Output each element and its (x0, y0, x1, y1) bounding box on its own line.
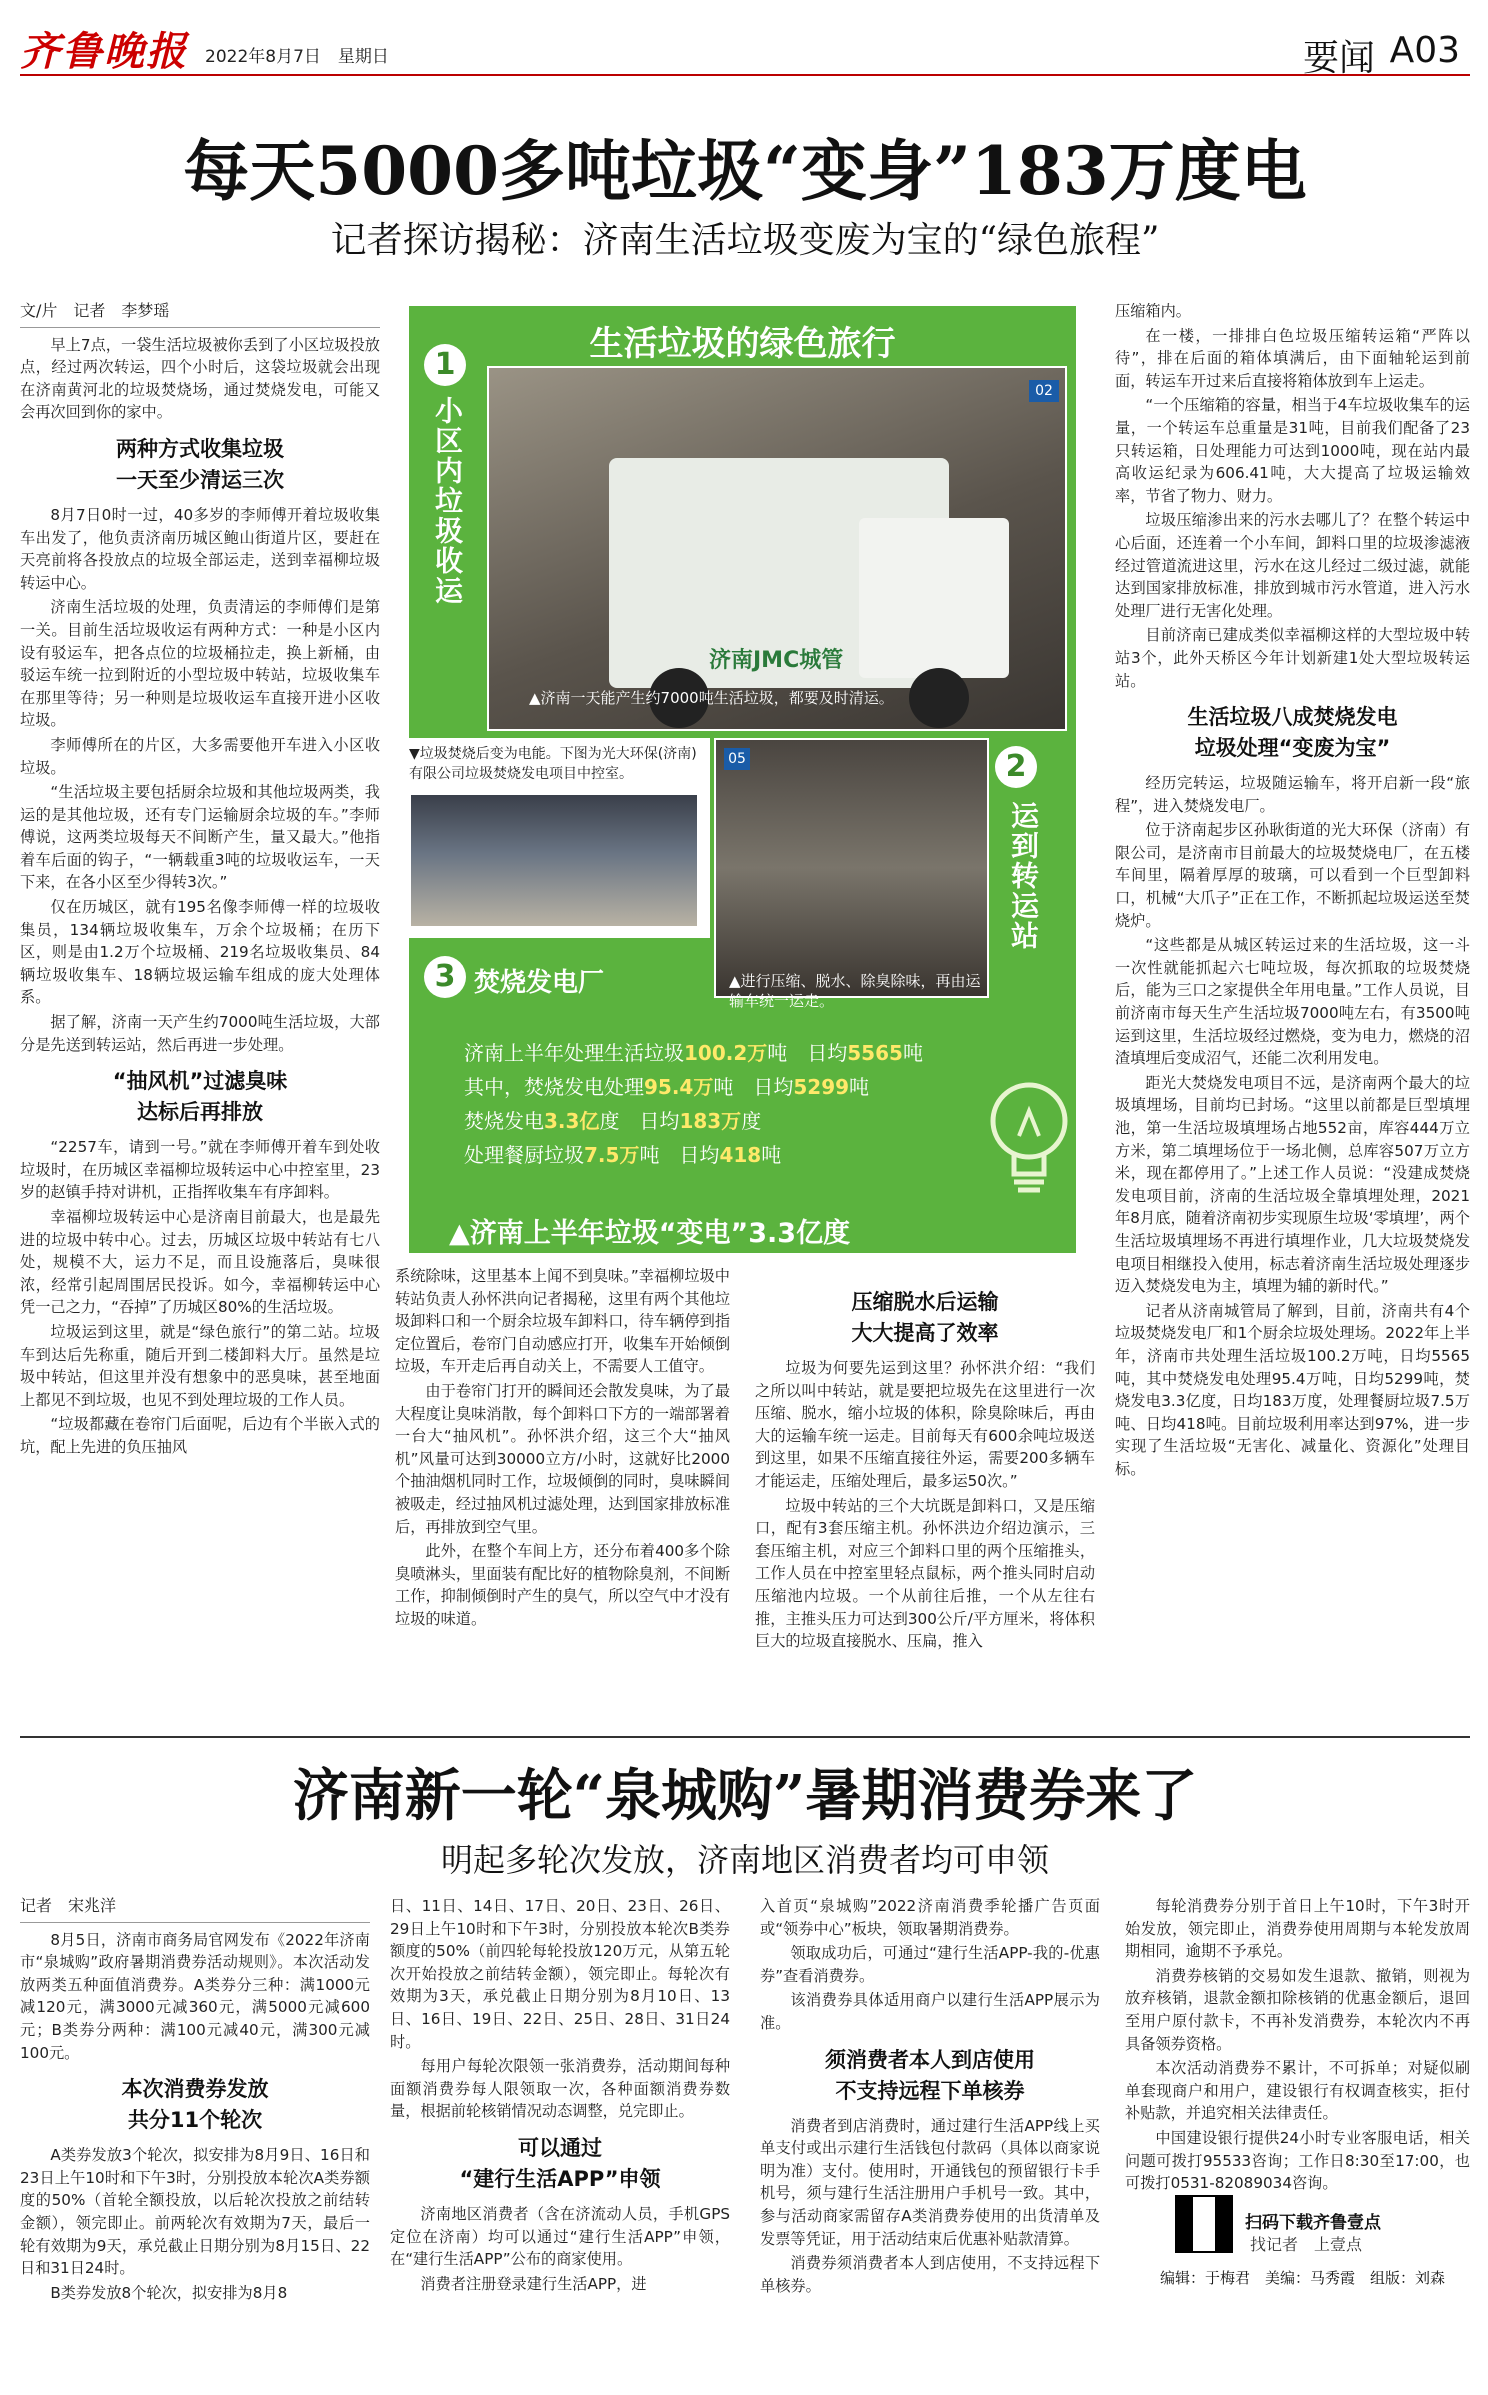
control-room-photo (409, 793, 699, 928)
paragraph: 幸福柳垃圾转运中心是济南目前最大，也是最先进的垃圾中转中心。过去，历城区垃圾中转站有七八处，规模不大，运力不足，而且设施落后，臭味很浓，经常引起周围居民投诉。如今，幸福柳转运中心凭一己之力，“吞掉”了历城区80%的生活垃圾。 (20, 1208, 380, 1317)
paragraph: 消费者到店消费时，通过建行生活APP线上买单支付或出示建行生活钱包付款码（具体以商家说明为准）支付。使用时，开通钱包的预留银行卡手机号，须与建行生活注册用户手机号一致。其中，参与活动商家需留存A类消费券使用的出货清单及发票等凭证，用于活动结束后优惠补贴款清算。 (760, 2116, 1100, 2248)
stat-row: 济南上半年处理生活垃圾100.2万吨 日均5565吨 (464, 1041, 923, 1065)
step2-caption: ▲进行压缩、脱水、除臭除味，再由运输车统一运走。 (729, 972, 981, 1010)
article1-subhead: 记者探访揭秘：济南生活垃圾变废为宝的“绿色旅程” (330, 220, 1160, 261)
article1-byline: 文/片 记者 李梦瑶 (20, 300, 380, 328)
garbage-truck-photo (487, 366, 1067, 731)
paragraph: 在一楼，一排排白色垃圾压缩转运箱“严阵以待”，排在后面的箱体填满后，由下面轴轮运到前面，转运车开过来后直接将箱体放到车上运走。 (1115, 326, 1470, 390)
page-number: A03 (1389, 30, 1460, 71)
stat-row: 其中，焚烧发电处理95.4万吨 日均5299吨 (464, 1075, 870, 1099)
subheading: 须消费者本人到店使用 不支持远程下单核券 (825, 2047, 1035, 2103)
subheading: “抽风机”过滤臭味 达标后再排放 (112, 1069, 288, 1125)
bin-number: 02 (1029, 380, 1059, 402)
article2-column-2 (390, 1895, 730, 2297)
truck-cab (859, 518, 1009, 678)
article1-column-4 (1115, 300, 1470, 1483)
paragraph: “生活垃圾主要包括厨余垃圾和其他垃圾两类，我运的是其他垃圾，还有专门运输厨余垃圾的车。”李师傅说，这两类垃圾每天不间断产生，量又最大。”他指着车后面的钩子，“一辆载重3吨的垃圾收运车，一天下来，在各小区至少得转3次。” (20, 783, 380, 892)
paragraph: 中国建设银行提供24小时专业客服电话，相关问题可拨打95533咨询；工作日8:30至17:00，也可拨打0531-82089034咨询。 (1125, 2128, 1470, 2193)
paragraph: 垃圾压缩渗出来的污水去哪儿了？在整个转运中心后面，还连着一个小车间，卸料口里的垃圾渗滤液经过管道流进这里，污水在这儿经过二级过滤，就能达到国家排放标准，排放到城市污水管道，进入污水处理厂进行无害化处理。 (1115, 511, 1470, 620)
issue-date: 2022年8月7日 星期日 (205, 47, 389, 67)
paragraph: 早上7点，一袋生活垃圾被你丢到了小区垃圾投放点，经过两次转运，四个小时后，这袋垃圾就会出现在济南黄河北的垃圾焚烧场，通过焚烧发电，可能又会再次回到你的家中。 (20, 335, 380, 422)
article2-column-3 (760, 1895, 1100, 2299)
article2-column-4 (1125, 1895, 1470, 2197)
paragraph: A类券发放3个轮次，拟安排为8月9日、16日和23日上午10时和下午3时，分别投放本轮次A类券额度的50%（首轮全额投放，以后轮次投放之前结转金额），领完即止。前两轮次有效期为7天，最后一轮有效期为9天，承兑截止日期分别为8月15日、22日和31日24时。 (20, 2146, 370, 2278)
infographic-footer: ▲济南上半年垃圾“变电”3.3亿度 (449, 1218, 851, 1249)
subheading: 可以通过 “建行生活APP”申领 (459, 2135, 661, 2191)
door-number: 05 (724, 748, 750, 770)
paragraph: 消费者注册登录建行生活APP，进 (420, 2274, 647, 2293)
paragraph: 位于济南起步区孙耿街道的光大环保（济南）有限公司，是济南市目前最大的垃圾焚烧电厂，在五楼车间里，隔着厚厚的玻璃，可以看到一个巨型卸料口，机械“大爪子”正在工作，不断抓起垃圾运送至焚烧炉。 (1115, 821, 1470, 930)
step1-number: 1 (424, 344, 466, 386)
masthead (20, 12, 1470, 79)
paragraph: 记者从济南城管局了解到，目前，济南共有4个垃圾焚烧发电厂和1个厨余垃圾处理场。2022年上半年，济南市共处理生活垃圾100.2万吨，日均5565吨，其中焚烧发电处理95.4万吨，日均5299吨，焚烧发电3.3亿度，日均183万度，处理餐厨垃圾7.5万吨、日均418吨。目前垃圾利用率达到97%，进一步实现了生活垃圾“无害化、减量化、资源化”处理目标。 (1115, 1301, 1470, 1478)
mid-caption: ▼垃圾焚烧后变为电能。下图为光大环保(济南)有限公司垃圾焚烧发电项目中控室。 (409, 746, 697, 782)
paragraph: 该消费券具体适用商户以建行生活APP展示为准。 (760, 1991, 1100, 2032)
infographic (405, 302, 1080, 1257)
lightbulb-icon (984, 1076, 1074, 1206)
paragraph: 此外，在整个车间上方，还分布着400多个除臭喷淋头，里面装有配比好的植物除臭剂，不间断工作，抑制倾倒时产生的臭气，所以空气中才没有垃圾的味道。 (395, 1542, 730, 1628)
paragraph: 济南生活垃圾的处理，负责清运的李师傅们是第一关。目前生活垃圾收运有两种方式：一种是小区内设有驳运车，把各点位的垃圾桶拉走，换上新桶，由驳运车统一拉到附近的小型垃圾中转站，垃圾收集车在那里等待；另一种则是垃圾收运车直接开进小区收垃圾。 (20, 598, 380, 730)
step2-number: 2 (995, 746, 1037, 788)
newspaper-logo: 齐鲁晚报 (20, 28, 188, 75)
subheading: 生活垃圾八成焚烧发电 垃圾处理“变废为宝” (1187, 705, 1398, 761)
paragraph: 距光大焚烧发电项目不远，是济南两个最大的垃圾填埋场，目前均已封场。“这里以前都是巨型填埋池，第一生活垃圾填埋场占地552亩，库容444万立方米，第二填埋场位于一场北侧，总库容507万立方米，现在都停用了。”上述工作人员说：“没建成焚烧发电项目前，济南的生活垃圾全靠填埋处理，2021年8月底，随着济南初步实现原生垃圾‘零填埋’，两个生活垃圾填埋场不再进行填埋作业，几大垃圾焚烧发电项目相继投入使用，标志着济南生活垃圾处理逐步迈入焚烧发电为主，填埋为辅的新时代。” (1115, 1073, 1470, 1296)
article1-column-2 (395, 1265, 730, 1633)
article2-headline: 济南新一轮“泉城购”暑期消费券来了 (292, 1763, 1198, 1829)
paragraph: “2257车，请到一号。”就在李师傅开着车到处收垃圾时，在历城区幸福柳垃圾转运中心中控室里，23岁的赵镇手持对讲机，正指挥收集车有序卸料。 (20, 1138, 380, 1202)
step3-number: 3 (424, 956, 466, 998)
step3-label: 焚烧发电厂 (474, 968, 605, 998)
article1-headline: 每天5000多吨垃圾“变身”183万度电 (183, 132, 1307, 210)
article2-subhead: 明起多轮次发放，济南地区消费者均可申领 (440, 1841, 1049, 1879)
article1-column-1 (20, 300, 380, 1461)
paragraph: 领取成功后，可通过“建行生活APP-我的-优惠券”查看消费券。 (760, 1944, 1100, 1985)
truck-wheel (909, 668, 969, 728)
article2-column-1 (20, 1895, 370, 2306)
section-name: 要闻 (1302, 38, 1375, 79)
paragraph: 系统除味，这里基本上闻不到臭味。”幸福柳垃圾中转站负责人孙怀洪向记者揭秘，这里有两个其他垃圾卸料口和一个厨余垃圾车卸料口，待车辆停到指定位置后，卷帘门自动感应打开，收集车开始倾倒垃圾，车开走后再自动关上，不需要人工值守。 (395, 1267, 730, 1376)
mid-caption-panel (405, 738, 710, 938)
paragraph: 李师傅所在的片区，大多需要他开车进入小区收垃圾。 (20, 735, 380, 777)
subheading: 本次消费券发放 共分11个轮次 (121, 2077, 269, 2133)
stat-row: 焚烧发电3.3亿度 日均183万度 (464, 1109, 762, 1133)
paragraph: 日、11日、14日、17日、20日、23日、26日、29日上午10时和下午3时，分别投放本轮次B类券额度的50%（前四轮每轮投放120万元，从第五轮次开始投放之前结转金额），领完即止。每轮次有效期为3天，承兑截止日期分别为8月10日、13日、16日、19日、22日、25日、28日、31日24时。 (390, 1897, 730, 2051)
credits-line: 编辑：于梅君 美编：马秀霞 组版：刘森 (1160, 2269, 1446, 2287)
article1-column-3 (755, 1265, 1095, 1655)
paragraph: 垃圾运到这里，就是“绿色旅行”的第二站。垃圾车到达后先称重，随后开到二楼卸料大厅。虽然是垃圾中转站，但这里并没有想象中的恶臭味，甚至地面上都见不到垃圾，也见不到处理垃圾的工作人员。 (20, 1322, 380, 1409)
paragraph: 8月7日0时一过，40多岁的李师傅开着垃圾收集车出发了，他负责济南历城区鲍山街道片区，要赶在天亮前将各投放点的垃圾全部运走，送到幸福柳垃圾转运中心。 (20, 505, 380, 592)
qr-caption: 扫码下载齐鲁壹点 (1245, 2213, 1381, 2233)
paragraph: 由于卷帘门打开的瞬间还会散发臭味，为了最大程度让臭味消散，每个卸料口下方的一端部署着一台大“抽风机”。孙怀洪介绍，这三个大“抽风机”风量可达到30000立方/小时，这就好比2000个抽油烟机同时工作，垃圾倾倒的同时，臭味瞬间被吸走，经过抽风机过滤处理，达到国家排放标准后，再排放到空气里。 (395, 1381, 730, 1536)
paragraph: 本次活动消费券不累计，不可拆单；对疑似刷单套现商户和用户，建设银行有权调查核实，拒付补贴款，并追究相关法律责任。 (1125, 2059, 1470, 2123)
paragraph: 入首页“泉城购”2022济南消费季轮播广告页面或“领券中心”板块，领取暑期消费券。 (760, 1897, 1100, 1938)
paragraph: 消费券须消费者本人到店使用，不支持远程下单核券。 (760, 2254, 1100, 2295)
infographic-title: 生活垃圾的绿色旅行 (589, 324, 896, 364)
paragraph: “这些都是从城区转运过来的生活垃圾，这一斗一次性就能抓起六七吨垃圾，每次抓取的垃圾焚烧后，能为三口之家提供全年用电量。”工作人员说，目前济南市每天生产生活垃圾7000吨左右，有3500吨运到这里，生活垃圾经过燃烧，变为电力，燃烧的沼渣填埋后变成沼气，还能二次利用发电。 (1115, 936, 1470, 1068)
paragraph: 压缩箱内。 (1115, 302, 1191, 320)
paragraph: “一个压缩箱的容量，相当于4车垃圾收集车的运量，一个转运车总重量是31吨，目前我们配备了23只转运箱，日处理能力可达到1000吨，现在站内最高收运纪录为606.41吨，大大提高了垃圾运输效率，节省了物力、财力。 (1115, 396, 1470, 505)
transfer-station-photo (714, 738, 989, 998)
paragraph: 8月5日，济南市商务局官网发布《2022年济南市“泉城购”政府暑期消费券活动规则》。本次活动发放两类五种面值消费券。A类券分三种：满1000元减120元，满3000元减360元，满5000元减600元；B类券分两种：满100元减40元，满300元减100元。 (20, 1930, 370, 2062)
step1-label: 小区内垃圾收运 (431, 396, 464, 606)
subheading: 压缩脱水后运输 大大提高了效率 (851, 1290, 999, 1345)
paragraph: 仅在历城区，就有195名像李师傅一样的垃圾收集员，134辆垃圾收集车，万余个垃圾桶；在历下区，则是由1.2万个垃圾桶、219名垃圾收集员、84辆垃圾收集车、18辆垃圾运输车组成的庞大处理体系。 (20, 898, 380, 1007)
section-divider (20, 1736, 1470, 1738)
paragraph: 目前济南已建成类似幸福柳这样的大型垃圾中转站3个，此外天桥区今年计划新建1处大型垃圾转运站。 (1115, 626, 1470, 690)
qr-subcaption: 找记者 上壹点 (1250, 2235, 1363, 2254)
article2-byline: 记者 宋兆洋 (20, 1895, 370, 1923)
paragraph: 垃圾中转站的三个大坑既是卸料口，又是压缩口，配有3套压缩主机。孙怀洪边介绍边演示，三套压缩主机，对应三个卸料口里的两个压缩推头，工作人员在中控室里轻点鼠标，两个推头同时启动压缩池内垃圾。一个从前往后推，一个从左往右推，主推头压力可达到300公斤/平方厘米，将体积巨大的垃圾直接脱水、压扁，推入 (755, 1496, 1095, 1651)
paragraph: 据了解，济南一天产生约7000吨生活垃圾，大部分是先送到转运站，然后再进一步处理。 (20, 1013, 380, 1054)
paragraph: 经历完转运，垃圾随运输车，将开启新一段“旅程”，进入焚烧发电厂。 (1115, 774, 1470, 815)
paragraph: 济南地区消费者（含在济流动人员，手机GPS定位在济南）均可以通过“建行生活APP”申领，在“建行生活APP”公布的商家使用。 (390, 2204, 730, 2269)
stats-list (464, 1036, 1024, 1172)
step2-label: 运到转运站 (1007, 801, 1040, 951)
qr-code-icon[interactable] (1175, 2195, 1233, 2253)
paragraph: 垃圾为何要先运到这里？孙怀洪介绍：“我们之所以叫中转站，就是要把垃圾先在这里进行一次压缩、脱水，缩小垃圾的体积，除臭除味后，再由大的运输车统一运走。目前每天有600余吨垃圾送到这里，如果不压缩直接往外运，需要200多辆车才能运走，压缩处理后，最多运50次。” (755, 1359, 1095, 1490)
paragraph: B类券发放8个轮次，拟安排为8月8 (50, 2283, 288, 2302)
paragraph: 消费券核销的交易如发生退款、撤销，则视为放弃核销，退款金额扣除核销的优惠金额后，退回至用户原付款卡，不再补发消费券，本轮次内不再具备领券资格。 (1125, 1966, 1470, 2053)
paragraph: 每轮消费券分别于首日上午10时，下午3时开始发放，领完即止，消费券使用周期与本轮发放周期相同，逾期不予承兑。 (1125, 1897, 1470, 1961)
truck-lettering: 济南JMC城管 (709, 648, 844, 673)
subheading: 两种方式收集垃圾 一天至少清运三次 (116, 436, 284, 492)
paragraph: 每用户每轮次限领一张消费券，活动期间每种面额消费券每人限领取一次，各种面额消费券数量，根据前轮核销情况动态调整，兑完即止。 (390, 2057, 730, 2121)
paragraph: “垃圾都藏在卷帘门后面呢，后边有个半嵌入式的坑，配上先进的负压抽风 (20, 1415, 380, 1456)
step1-caption: ▲济南一天能产生约7000吨生活垃圾，都要及时清运。 (529, 689, 894, 707)
stat-row: 处理餐厨垃圾7.5万吨 日均418吨 (464, 1143, 782, 1167)
